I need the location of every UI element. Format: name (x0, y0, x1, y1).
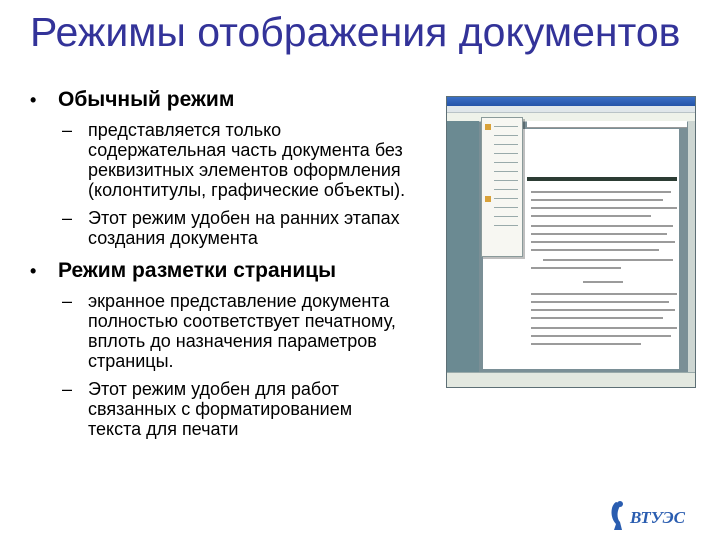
dash-marker: – (62, 120, 73, 140)
screenshot-page-band (527, 177, 677, 181)
screenshot-view-menu (481, 117, 523, 257)
sub-item-text: Этот режим удобен для работ связанных с форматированием текста для печати (88, 379, 353, 439)
bullet-marker: • (30, 261, 37, 281)
screenshot-menubar (447, 106, 695, 113)
sub-item (62, 291, 428, 371)
slide-title: Режимы отображения документов (30, 9, 681, 55)
sub-item (62, 379, 428, 439)
vtuzs-logo-icon (606, 498, 692, 532)
bullet-heading: Режим разметки страницы (58, 259, 337, 282)
svg-text:ВТУЭС: ВТУЭС (630, 508, 685, 527)
dash-marker: – (62, 291, 73, 311)
bullet-list (28, 88, 428, 439)
sub-item-text: Этот режим удобен на ранних этапах создания документа (88, 208, 400, 248)
dash-marker: – (62, 379, 73, 399)
sub-item (62, 208, 428, 248)
screenshot-side-panel (447, 121, 479, 373)
bullet-normal-mode (28, 88, 428, 112)
screenshot-scrollbar (688, 121, 695, 373)
word-screenshot-image (446, 96, 696, 388)
sub-item-text: представляется только содержательная часть документа без реквизитных элементов оформления (колонтитулы, графические объекты). (88, 120, 406, 200)
bullet-page-layout-mode (28, 259, 428, 283)
bullet-marker: • (30, 90, 37, 110)
sub-item-text: экранное представление документа полностью соответствует печатному, вплоть до назначения параметров страницы. (88, 291, 396, 371)
bullet-heading: Обычный режим (58, 88, 235, 111)
screenshot-ruler (527, 121, 687, 128)
dash-marker: – (62, 208, 73, 228)
screenshot-statusbar (447, 372, 695, 387)
screenshot-titlebar (447, 97, 695, 106)
sub-item (62, 120, 428, 200)
